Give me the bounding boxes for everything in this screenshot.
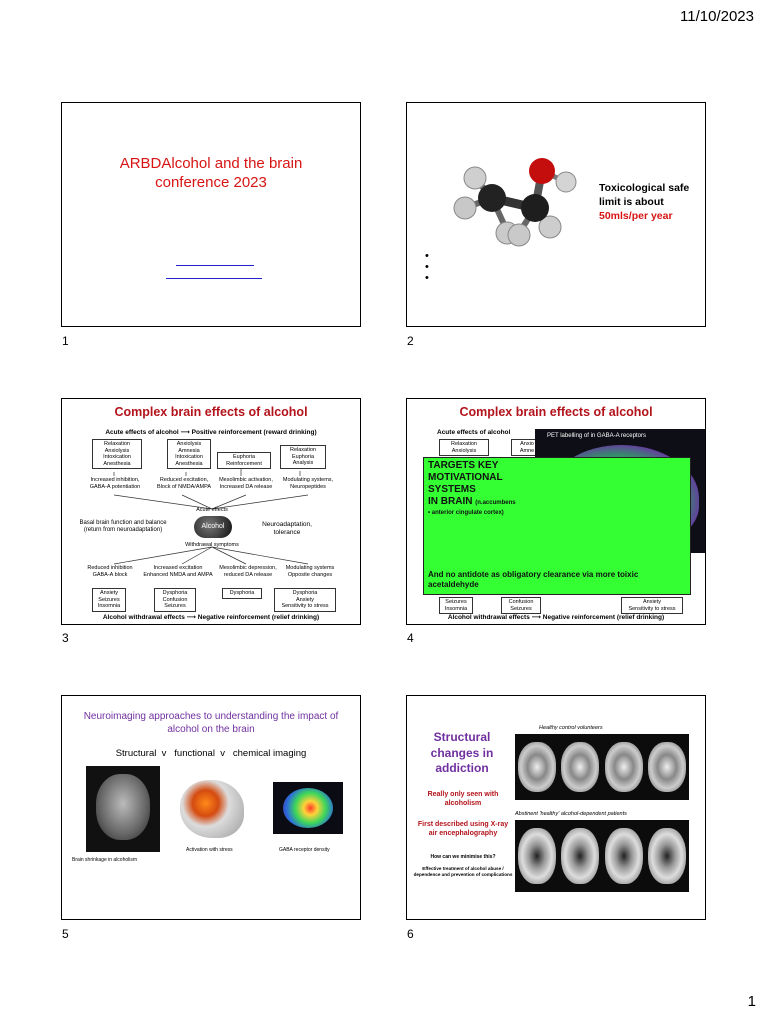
slide-5-number: 5	[62, 927, 69, 941]
slide-2-line1: Toxicological safe	[599, 182, 690, 194]
brain-scan-icon	[648, 828, 686, 884]
slide-6	[406, 695, 706, 920]
targets-line-4: IN BRAIN	[428, 496, 473, 507]
slide-4-acute-header: Acute effects of alcohol	[437, 429, 511, 436]
bullet-dot-icon: •	[425, 272, 429, 284]
gaba-scan-shape	[283, 788, 333, 828]
brain-scan-icon	[518, 742, 556, 792]
mechanism-3: Mesolimbic activation, Increased DA release	[219, 477, 273, 490]
alcohol-label: Alcohol	[201, 523, 225, 530]
page-number: 1	[747, 993, 756, 1010]
acute-effects-label: Acute effects	[196, 507, 228, 513]
slide-4-wbox-1: Seizures Insomnia	[439, 597, 473, 614]
arrow-right-icon: ⟶	[180, 429, 190, 436]
healthy-label: Healthy control volunteers	[539, 725, 603, 731]
brain-scan-icon	[561, 828, 599, 884]
pet-label: PET labelling of in GABA-A receptors	[547, 433, 646, 439]
positive-reinforcement: Positive reinforcement (reward drinking)	[191, 429, 317, 436]
mechanism-1: Increased inhibition, GABA-A potentiation	[89, 477, 141, 490]
brain-mri-shape	[96, 774, 150, 840]
targets-line-4-row	[428, 496, 516, 508]
effect-box-2: Anxiolysis Amnesia Intoxication Anesthesia	[167, 439, 211, 469]
slide-1	[61, 102, 361, 327]
slide-1-title: ARBDAlcohol and the brain conference 2023	[119, 155, 303, 191]
arrow-right-icon: ⟶	[531, 614, 541, 621]
slide-6-text-2: First described using X-ray air encephalography	[417, 821, 509, 838]
targets-line-1: TARGETS KEY	[428, 460, 499, 471]
targets-small: (n.accumbens	[475, 500, 516, 506]
print-date: 11/10/2023	[680, 8, 754, 25]
targets-line-2: MOTIVATIONAL	[428, 472, 503, 483]
slide-3	[61, 398, 361, 625]
withdrawal-box-1: Anxiety Seizures Insomnia	[92, 588, 126, 612]
bullet-dot-icon: •	[425, 250, 429, 262]
withdrawal-header: Alcohol withdrawal effects	[102, 614, 185, 621]
arrow-right-icon: ⟶	[186, 614, 196, 621]
slide-3-number: 3	[62, 631, 69, 645]
effect-box-1: Relaxation Anxiolysis Intoxication Anesthesia	[92, 439, 142, 469]
slide-4-box-2: Anxio Amne	[511, 439, 543, 456]
slide-6-number: 6	[407, 927, 414, 941]
caption-structural: Brain shrinkage in alcoholism	[72, 857, 138, 863]
brain-scan-icon	[518, 828, 556, 884]
targets-text	[428, 460, 516, 517]
slide-6-title: Structural changes in addiction	[430, 730, 494, 776]
withdrawal-mech-3: Mesolimbic depression, reduced DA release	[219, 565, 277, 578]
effect-box-4: Relaxation Euphoria Analysis	[280, 445, 326, 469]
basal-function-label: Basal brain function and balance (return from neuroadaptation)	[79, 520, 167, 534]
slide-4-negative: Negative reinforcement (relief drinking)	[542, 614, 665, 621]
brain-scan-icon	[561, 742, 599, 792]
functional-brain-image	[180, 780, 244, 838]
mechanism-2: Reduced excitation, Block of NMDA/AMPA	[157, 477, 211, 490]
ethanol-molecule-image	[447, 153, 587, 253]
targets-bullet: anterior cingulate cortex)	[431, 510, 504, 516]
withdrawal-box-2: Dysphoria Confusion Seizures	[154, 588, 196, 612]
slide-4	[406, 398, 706, 625]
targets-line-3: SYSTEMS	[428, 484, 476, 495]
slide-2	[406, 102, 706, 327]
healthy-scans-image	[515, 734, 689, 800]
brain-scan-icon	[605, 742, 643, 792]
slide-2-text	[599, 181, 689, 224]
withdrawal-mech-4: Modulating systems Opposite changes	[285, 565, 335, 578]
slide-6-text-4: Effective treatment of alcohol abuse / dependence and prevention of complications	[413, 866, 513, 877]
slide-6-text-3: How can we minimise this?	[430, 854, 496, 860]
slide-4-wbox-4: Anxiety Sensitivity to stress	[621, 597, 683, 614]
withdrawal-mech-2: Increased excitation Enhanced NMDA and AMPA	[143, 565, 213, 578]
slide-1-link-line	[176, 265, 254, 266]
targets-green-box	[423, 457, 691, 595]
slide-5-subtitle: Structural v functional v chemical imaging	[115, 748, 307, 759]
withdrawal-mech-1: Reduced inhibition GABA-A block	[87, 565, 133, 578]
mechanism-4: Modulating systems, Neuropeptides	[282, 477, 334, 490]
bullet-dot-icon: •	[428, 510, 431, 516]
acute-header: Acute effects of alcohol	[105, 429, 179, 436]
withdrawal-box-4: Dysphoria Anxiety Sensitivity to stress	[274, 588, 336, 612]
slide-2-bullets	[425, 251, 429, 284]
brain-scan-icon	[648, 742, 686, 792]
effect-box-3: Euphoria Reinforcement	[217, 452, 271, 469]
antidote-text: And no antidote as obligatory clearance via more toixic acetaldehyde	[428, 570, 639, 589]
structural-brain-image	[86, 766, 160, 852]
withdrawal-header-row	[62, 614, 360, 622]
slide-6-text-1: Really only seen with alcoholism	[427, 791, 499, 808]
bullet-dot-icon: •	[425, 261, 429, 273]
chemical-brain-image	[273, 782, 343, 834]
slide-4-withdrawal-header: Alcohol withdrawal effects	[447, 614, 530, 621]
slide-2-line2: limit is about	[599, 196, 664, 209]
targets-bullet-row	[428, 510, 516, 517]
slide-4-title: Complex brain effects of alcohol	[459, 405, 653, 419]
brain-scan-icon	[605, 828, 643, 884]
negative-reinforcement: Negative reinforcement (relief drinking)	[197, 614, 320, 621]
caption-chemical: GABA receptor density	[279, 847, 330, 853]
slide-5-title: Neuroimaging approaches to understanding the impact of alcohol on the brain	[83, 711, 339, 735]
slide-4-box-1: Relaxation Anxiolysis	[439, 439, 489, 456]
slide-1-number: 1	[62, 334, 69, 348]
slide-4-withdrawal-row	[407, 614, 705, 622]
neuroadaptation-label: Neuroadaptation, tolerance	[262, 521, 312, 536]
slide-3-title: Complex brain effects of alcohol	[114, 405, 308, 419]
slide-5	[61, 695, 361, 920]
caption-functional: Activation with stress	[186, 847, 233, 853]
abstinent-scans-image	[515, 820, 689, 892]
slide-2-number: 2	[407, 334, 414, 348]
slide-1-link-line	[166, 278, 262, 279]
slide-4-wbox-2: Confusion Seizures	[501, 597, 541, 614]
acute-header-row	[62, 429, 360, 437]
slide-4-number: 4	[407, 631, 414, 645]
slide-2-limit: 50mls/per year	[599, 210, 673, 223]
abstinent-label: Abstinent 'healthy' alcohol-dependent patients	[515, 811, 627, 817]
withdrawal-box-3: Dysphoria	[222, 588, 262, 599]
withdrawal-label: Withdrawal symptoms	[185, 542, 239, 548]
